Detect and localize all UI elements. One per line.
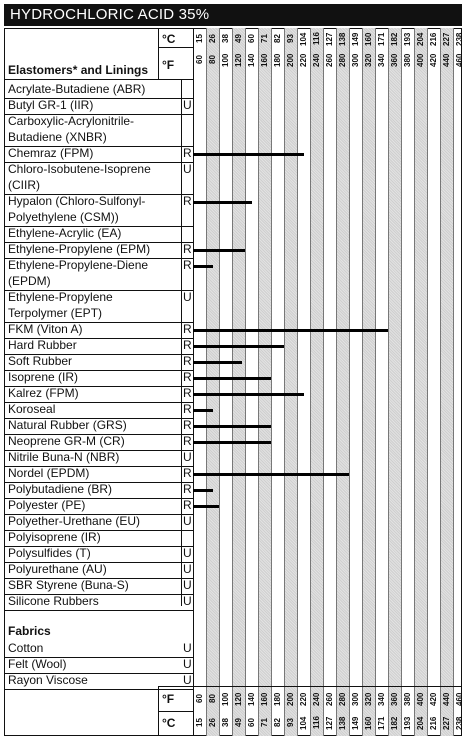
fahrenheit-tick-bottom: 160 bbox=[260, 692, 269, 706]
fahrenheit-tick-top: 340 bbox=[377, 53, 386, 67]
fahrenheit-tick-top: 180 bbox=[273, 53, 282, 67]
temp-column bbox=[245, 28, 258, 736]
fahrenheit-tick-bottom: 240 bbox=[312, 692, 321, 706]
resistance-bar bbox=[193, 345, 284, 348]
celsius-tick-bottom: 116 bbox=[312, 716, 321, 730]
fahrenheit-tick-top: 120 bbox=[234, 53, 243, 67]
resistance-bar bbox=[193, 153, 304, 156]
material-name: Ethylene-Propylene bbox=[8, 290, 113, 304]
resistance-bar bbox=[193, 265, 213, 268]
temp-column bbox=[193, 28, 206, 736]
celsius-tick-bottom: 227 bbox=[442, 716, 451, 730]
fabrics-header: Fabrics bbox=[8, 624, 51, 638]
resistance-mark: U bbox=[183, 290, 192, 304]
material-name: Hypalon (Chloro-Sulfonyl- bbox=[8, 194, 146, 208]
fahrenheit-tick-bottom: 380 bbox=[403, 692, 412, 706]
fahrenheit-tick-top: 400 bbox=[416, 53, 425, 67]
celsius-tick-bottom: 216 bbox=[429, 716, 438, 730]
celsius-tick-top: 182 bbox=[390, 32, 399, 46]
fahrenheit-tick-top: 380 bbox=[403, 53, 412, 67]
fahrenheit-unit-top: °F bbox=[162, 58, 175, 72]
fahrenheit-tick-top: 240 bbox=[312, 53, 321, 67]
fahrenheit-tick-top: 360 bbox=[390, 53, 399, 67]
resistance-mark: U bbox=[183, 98, 192, 112]
resistance-mark: R bbox=[183, 338, 192, 352]
celsius-tick-bottom: 182 bbox=[390, 716, 399, 730]
material-name: Felt (Wool) bbox=[8, 657, 67, 671]
resistance-bar bbox=[193, 489, 213, 492]
celsius-tick-top: 138 bbox=[338, 32, 347, 46]
fahrenheit-tick-bottom: 360 bbox=[390, 692, 399, 706]
temp-column bbox=[427, 28, 440, 736]
celsius-tick-top: 227 bbox=[442, 32, 451, 46]
fahrenheit-tick-top: 80 bbox=[208, 55, 217, 65]
temp-column bbox=[362, 28, 375, 736]
temp-column bbox=[453, 28, 466, 736]
material-name: Isoprene (IR) bbox=[8, 370, 79, 384]
material-name: SBR Styrene (Buna-S) bbox=[8, 578, 129, 592]
celsius-tick-top: 15 bbox=[195, 34, 204, 44]
fahrenheit-tick-top: 300 bbox=[351, 53, 360, 67]
resistance-mark: R bbox=[183, 466, 192, 480]
celsius-tick-top: 116 bbox=[312, 32, 321, 46]
temp-column bbox=[323, 28, 336, 736]
temp-column bbox=[284, 28, 297, 736]
resistance-mark: R bbox=[183, 146, 192, 160]
resistance-bar bbox=[193, 425, 271, 428]
temp-column bbox=[297, 28, 310, 736]
chart-title: HYDROCHLORIC ACID 35% bbox=[4, 4, 462, 26]
temp-column bbox=[349, 28, 362, 736]
temp-column bbox=[310, 28, 323, 736]
header-divider-c bbox=[158, 47, 193, 48]
celsius-tick-bottom: 138 bbox=[338, 716, 347, 730]
material-name: Ethylene-Propylene (EPM) bbox=[8, 242, 151, 256]
material-name: Chemraz (FPM) bbox=[8, 146, 94, 160]
temp-column bbox=[336, 28, 349, 736]
resistance-mark: R bbox=[183, 402, 192, 416]
fahrenheit-tick-bottom: 100 bbox=[221, 692, 230, 706]
resistance-bar bbox=[193, 201, 252, 204]
resistance-mark: U bbox=[183, 673, 192, 687]
fahrenheit-tick-top: 100 bbox=[221, 53, 230, 67]
fahrenheit-tick-bottom: 320 bbox=[364, 692, 373, 706]
fahrenheit-tick-bottom: 340 bbox=[377, 692, 386, 706]
temp-column bbox=[258, 28, 271, 736]
mark-column-left bbox=[181, 80, 182, 606]
fahrenheit-unit-bottom: °F bbox=[162, 692, 175, 706]
celsius-tick-bottom: 104 bbox=[299, 716, 308, 730]
celsius-tick-top: 171 bbox=[377, 32, 386, 46]
material-name: Terpolymer (EPT) bbox=[8, 306, 103, 320]
resistance-mark: U bbox=[183, 657, 192, 671]
resistance-bar bbox=[193, 377, 271, 380]
temp-column bbox=[219, 28, 232, 736]
material-name: Polysulfides (T) bbox=[8, 546, 91, 560]
material-name: Polyisoprene (IR) bbox=[8, 530, 101, 544]
fahrenheit-tick-bottom: 300 bbox=[351, 692, 360, 706]
material-name: (CIIR) bbox=[8, 178, 40, 192]
celsius-unit-top: °C bbox=[162, 32, 176, 46]
fahrenheit-tick-bottom: 220 bbox=[299, 692, 308, 706]
resistance-mark: R bbox=[183, 482, 192, 496]
material-name: Ethylene-Propylene-Diene bbox=[8, 258, 149, 272]
resistance-bar bbox=[193, 329, 388, 332]
resistance-mark: U bbox=[183, 162, 192, 176]
header-divider bbox=[4, 79, 193, 80]
temp-column bbox=[401, 28, 414, 736]
resistance-mark: R bbox=[183, 258, 192, 272]
material-name: Polyester (PE) bbox=[8, 498, 86, 512]
material-name: Ethylene-Acrylic (EA) bbox=[8, 226, 122, 240]
unit-column-left-bottom bbox=[158, 686, 159, 736]
resistance-bar bbox=[193, 393, 304, 396]
resistance-mark: U bbox=[183, 546, 192, 560]
celsius-tick-top: 238 bbox=[455, 32, 464, 46]
resistance-mark: R bbox=[183, 386, 192, 400]
celsius-tick-bottom: 193 bbox=[403, 716, 412, 730]
fahrenheit-tick-bottom: 180 bbox=[273, 692, 282, 706]
fahrenheit-tick-top: 280 bbox=[338, 53, 347, 67]
fahrenheit-tick-top: 260 bbox=[325, 53, 334, 67]
material-name: Polyether-Urethane (EU) bbox=[8, 514, 141, 528]
material-name: Hard Rubber bbox=[8, 338, 77, 352]
celsius-tick-bottom: 15 bbox=[195, 718, 204, 728]
footer-top bbox=[158, 686, 462, 687]
resistance-mark: R bbox=[183, 370, 192, 384]
material-name: Butyl GR-1 (IIR) bbox=[8, 98, 94, 112]
celsius-tick-top: 149 bbox=[351, 32, 360, 46]
celsius-tick-top: 216 bbox=[429, 32, 438, 46]
celsius-tick-top: 38 bbox=[221, 34, 230, 44]
celsius-tick-bottom: 49 bbox=[234, 718, 243, 728]
material-name: Rayon Viscose bbox=[8, 673, 88, 687]
material-name: Butadiene (XNBR) bbox=[8, 130, 107, 144]
material-name: Cotton bbox=[8, 641, 44, 655]
mark-column-right bbox=[193, 28, 194, 736]
material-name: Carboxylic-Acrylonitrile- bbox=[8, 114, 135, 128]
fahrenheit-tick-bottom: 280 bbox=[338, 692, 347, 706]
resistance-mark: U bbox=[183, 450, 192, 464]
resistance-mark: U bbox=[183, 562, 192, 576]
material-name: FKM (Viton A) bbox=[8, 322, 83, 336]
celsius-tick-top: 60 bbox=[247, 34, 256, 44]
resistance-mark: U bbox=[183, 594, 192, 608]
celsius-tick-bottom: 171 bbox=[377, 716, 386, 730]
celsius-tick-bottom: 238 bbox=[455, 716, 464, 730]
celsius-unit-bottom: °C bbox=[162, 716, 176, 730]
material-name: Koroseal bbox=[8, 402, 56, 416]
fahrenheit-tick-top: 160 bbox=[260, 53, 269, 67]
resistance-bar bbox=[193, 361, 242, 364]
fahrenheit-tick-top: 460 bbox=[455, 53, 464, 67]
unit-column-left bbox=[158, 28, 159, 80]
celsius-tick-bottom: 127 bbox=[325, 716, 334, 730]
fahrenheit-tick-top: 420 bbox=[429, 53, 438, 67]
celsius-tick-bottom: 38 bbox=[221, 718, 230, 728]
celsius-tick-top: 160 bbox=[364, 32, 373, 46]
fahrenheit-tick-bottom: 80 bbox=[208, 694, 217, 704]
material-name: Acrylate-Butadiene (ABR) bbox=[8, 82, 146, 96]
material-name: Polybutadiene (BR) bbox=[8, 482, 113, 496]
material-name: Kalrez (FPM) bbox=[8, 386, 79, 400]
material-name: Soft Rubber bbox=[8, 354, 73, 368]
resistance-bar bbox=[193, 505, 219, 508]
fahrenheit-tick-top: 60 bbox=[195, 55, 204, 65]
resistance-mark: U bbox=[183, 578, 192, 592]
celsius-tick-top: 104 bbox=[299, 32, 308, 46]
celsius-tick-top: 82 bbox=[273, 34, 282, 44]
fahrenheit-tick-top: 140 bbox=[247, 53, 256, 67]
celsius-tick-bottom: 160 bbox=[364, 716, 373, 730]
celsius-tick-top: 127 bbox=[325, 32, 334, 46]
celsius-tick-top: 193 bbox=[403, 32, 412, 46]
material-name: Natural Rubber (GRS) bbox=[8, 418, 127, 432]
resistance-mark: R bbox=[183, 498, 192, 512]
resistance-mark: U bbox=[183, 641, 192, 655]
celsius-tick-top: 93 bbox=[286, 34, 295, 44]
temp-column bbox=[414, 28, 427, 736]
celsius-tick-bottom: 149 bbox=[351, 716, 360, 730]
row-divider bbox=[4, 689, 193, 690]
temp-column bbox=[232, 28, 245, 736]
fahrenheit-tick-top: 440 bbox=[442, 53, 451, 67]
celsius-tick-top: 26 bbox=[208, 34, 217, 44]
fahrenheit-tick-top: 200 bbox=[286, 53, 295, 67]
fahrenheit-tick-bottom: 460 bbox=[455, 692, 464, 706]
celsius-tick-bottom: 71 bbox=[260, 718, 269, 728]
elastomers-header: Elastomers* and Linings bbox=[8, 63, 149, 77]
material-name: Polyurethane (AU) bbox=[8, 562, 107, 576]
celsius-tick-top: 204 bbox=[416, 32, 425, 46]
fahrenheit-tick-bottom: 60 bbox=[195, 694, 204, 704]
resistance-bar bbox=[193, 473, 349, 476]
celsius-tick-bottom: 204 bbox=[416, 716, 425, 730]
row-divider bbox=[4, 610, 193, 611]
fahrenheit-tick-top: 220 bbox=[299, 53, 308, 67]
fahrenheit-tick-bottom: 120 bbox=[234, 692, 243, 706]
celsius-tick-bottom: 26 bbox=[208, 718, 217, 728]
resistance-bar bbox=[193, 409, 213, 412]
fahrenheit-tick-top: 320 bbox=[364, 53, 373, 67]
footer-divider bbox=[158, 711, 193, 712]
temp-column bbox=[388, 28, 401, 736]
temp-column bbox=[271, 28, 284, 736]
resistance-mark: R bbox=[183, 434, 192, 448]
resistance-mark: U bbox=[183, 514, 192, 528]
material-name: Nitrile Buna-N (NBR) bbox=[8, 450, 120, 464]
resistance-bar bbox=[193, 249, 245, 252]
resistance-mark: R bbox=[183, 194, 192, 208]
fahrenheit-tick-bottom: 200 bbox=[286, 692, 295, 706]
resistance-bar bbox=[193, 441, 271, 444]
celsius-tick-bottom: 60 bbox=[247, 718, 256, 728]
resistance-mark: R bbox=[183, 354, 192, 368]
fahrenheit-tick-bottom: 440 bbox=[442, 692, 451, 706]
material-name: Silicone Rubbers bbox=[8, 594, 99, 608]
material-name: (EPDM) bbox=[8, 274, 51, 288]
material-name: Neoprene GR-M (CR) bbox=[8, 434, 125, 448]
material-name: Nordel (EPDM) bbox=[8, 466, 90, 480]
temp-column bbox=[375, 28, 388, 736]
celsius-tick-bottom: 82 bbox=[273, 718, 282, 728]
celsius-tick-top: 71 bbox=[260, 34, 269, 44]
fahrenheit-tick-bottom: 140 bbox=[247, 692, 256, 706]
fahrenheit-tick-bottom: 260 bbox=[325, 692, 334, 706]
temp-column bbox=[440, 28, 453, 736]
resistance-mark: R bbox=[183, 418, 192, 432]
fahrenheit-tick-bottom: 420 bbox=[429, 692, 438, 706]
resistance-mark: R bbox=[183, 322, 192, 336]
temp-column bbox=[206, 28, 219, 736]
celsius-tick-bottom: 93 bbox=[286, 718, 295, 728]
fahrenheit-tick-bottom: 400 bbox=[416, 692, 425, 706]
resistance-mark: R bbox=[183, 242, 192, 256]
material-name: Chloro-Isobutene-Isoprene bbox=[8, 162, 151, 176]
celsius-tick-top: 49 bbox=[234, 34, 243, 44]
material-name: Polyethylene (CSM)) bbox=[8, 210, 119, 224]
